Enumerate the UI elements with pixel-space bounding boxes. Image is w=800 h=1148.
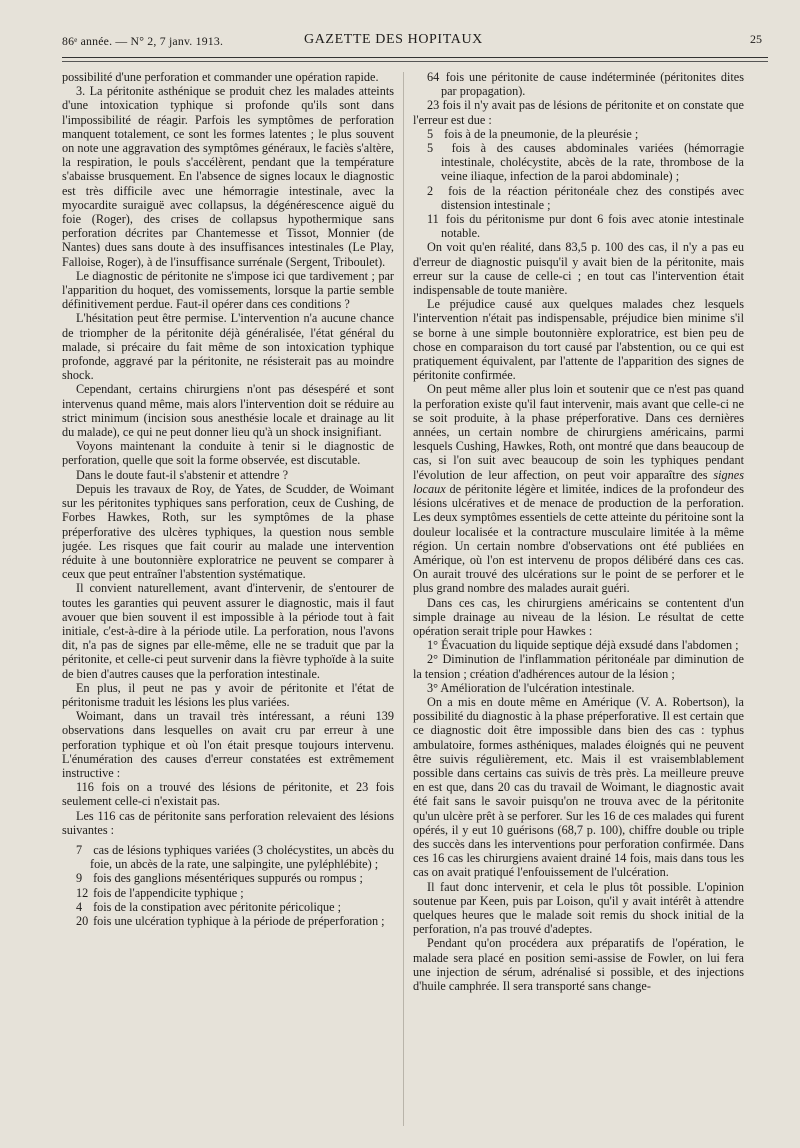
journal-title: GAZETTE DES HOPITAUX <box>304 32 483 47</box>
paragraph: L'hésitation peut être permise. L'intervention n'a aucune chance de triompher de la péritonite déjà généralisée, l'état général du malade, si précaire du fait même de son intoxication typhique profonde, aggravé par la péritonite, ne résisterait pas au moindre shock. <box>62 311 394 383</box>
text-run: On peut même aller plus loin et soutenir que ce n'est pas quand la perforation existe qu'il faut intervenir, mais avant que celle-ci ne se soit produite, à la phase préperforative. Dans ces dernières années, un certain nombre de chirurgiens américains, parmi lesquels Cushing, Hawkes, Roth, ont montré que dans beaucoup de cas, si l'on suit avec beaucoup de soin les typhiques pendant l'évolution de leur affection, on peut voir apparaître des <box>413 382 744 482</box>
paragraph <box>413 382 744 595</box>
list-number: 7 <box>76 842 83 857</box>
list-text: fois des ganglions mésentériques suppurés ou rompus ; <box>93 871 363 886</box>
paragraph: Les 116 cas de péritonite sans perforation relevaient des lésions suivantes : <box>62 808 394 837</box>
list-item <box>413 184 744 212</box>
running-header <box>62 28 770 54</box>
list-number: 12 <box>76 885 89 900</box>
paragraph: Voyons maintenant la conduite à tenir si le diagnostic de perforation, quelle que soit la forme observée, est discutable. <box>62 439 394 468</box>
page-number: 25 <box>750 32 762 46</box>
list-item <box>62 843 394 871</box>
paragraph: On a mis en doute même en Amérique (V. A. Robertson), la possibilité du diagnostic à la phase préperforative. Il est certain que ce diagnostic doit être impossible dans bien des cas : typhus ambulatoire, formes asthéniques, malades éloignés qui ne peuvent être suivis régulièrement, etc. Mais il est vraisemblablement possible dans certains cas suivis de très près. La meilleure preuve en est que, dans 20 cas du travail de Woimant, le diagnostic avait été fait sans le savoir puisqu'on ne trouva avec de la péritonite qu'un ulcère prêt à se perforer. Sur les 16 de ces malades qui furent opérés, il y eut 10 guérisons (68,7 p. 100), chiffre double ou triple des succès dans les interventions pour perforation confirmée. Dans ces 16 cas les chirurgiens avaient drainé 14 fois, mais dans tous les cas on avait pratiqué l'enfouissement de l'ulcération. <box>413 694 744 880</box>
list-item <box>62 886 394 900</box>
paragraph: 23 fois il n'y avait pas de lésions de péritonite et on constate que l'erreur est due : <box>413 98 744 127</box>
paragraph: Depuis les travaux de Roy, de Yates, de Scudder, de Woimant sur les péritonites typhiques sans perforation, ceux de Cushing, de Forbes Hawkes, Roth, sur les symptômes de la phase préperforative des ulcères typhiques, la question nous semble jugée. Les risques que fait courir au malade une intervention réduite à une boutonnière exploratrice ne peuvent se comparer à ceux que peut entraîner l'abstention systématique. <box>62 481 394 582</box>
list-text: fois à de la pneumonie, de la pleurésie ; <box>444 126 639 141</box>
list-number: 9 <box>76 871 83 886</box>
paragraph: Dans ces cas, les chirurgiens américains se contentent d'un simple drainage au niveau de la lésion. Le résultat de cette opération serait triple pour Hawkes : <box>413 595 744 638</box>
header-rule-thick <box>62 57 768 58</box>
numbered-point: 2° Diminution de l'inflammation péritonéale par diminution de la tension ; création d'adhérences autour de la lésion ; <box>413 652 744 681</box>
list-item <box>413 212 744 240</box>
left-column <box>62 70 394 1130</box>
list-item <box>62 914 394 928</box>
paragraph: Woimant, dans un travail très intéressant, a réuni 139 observations dans lesquelles on avait cru par erreur à une perforation typhique et où l'on était presque toujours intervenu. L'énumération des causes d'erreur constatées est extrêmement instructive : <box>62 709 394 780</box>
list-number: 2 <box>427 183 434 198</box>
list-item <box>62 900 394 914</box>
list-item <box>413 70 744 98</box>
paragraph: possibilité d'une perforation et commander une opération rapide. <box>62 70 379 84</box>
list-number: 64 <box>427 70 440 84</box>
header-rule-thin <box>62 61 768 62</box>
list-number: 20 <box>76 913 89 928</box>
paragraph: Le diagnostic de péritonite ne s'impose ici que tardivement ; par l'apparition du hoquet, des vomissements, lorsque la partie semble définitivement perdue. Faut-il opérer dans ces conditions ? <box>62 268 394 312</box>
list-text: fois une péritonite de cause indéterminée (péritonites dites par propagation). <box>441 70 744 99</box>
paragraph: Le préjudice causé aux quelques malades chez lesquels l'intervention n'était pas indispensable, préjudice bien minime s'il se borne à une simple boutonnière exploratrice, est bien peu de chose en comparaison du tort causé par l'abstention, ou ce qui est pratiquement équivalent, par l'attente de l'apparition des signes de péritonite confirmée. <box>413 297 744 383</box>
list-text: fois de l'appendicite typhique ; <box>93 885 244 900</box>
paragraph: Dans le doute faut-il s'abstenir et attendre ? <box>76 467 289 482</box>
list-item <box>62 871 394 885</box>
paragraph: 116 fois on a trouvé des lésions de péritonite, et 23 fois seulement celle-ci n'existait pas. <box>62 780 394 809</box>
list-item <box>413 141 744 184</box>
paragraph: 3. La péritonite asthénique se produit chez les malades atteints d'une intoxication typhique si profonde qu'ils sont dans l'impossibilité de réagir. Parfois les symptômes de perforation manquent totalement, ce sont les formes latentes ; le plus souvent on note une aggravation des symptômes généraux, le faciès s'altère, la respiration, le pouls s'accélèrent, pendant que la température s'abaisse brusquement. En l'absence de signes locaux le diagnostic est très difficile avec une hémorragie intestinale, avec la myocardite suraiguë avec collapsus, la dégénérescence aiguë du foie (Roger), des crises de collapsus hypothermique sans perforation décrites par Chantemesse et Tissot, Monnier (de Nantes) dues sans doute à des insuffisances intestinales (Le Play, Falloise, Roger), à de l'insuffisance surrénale (Sergent, Triboulet). <box>62 84 394 269</box>
list-text: fois de la réaction péritonéale chez des constipés avec distension intestinale ; <box>441 183 744 212</box>
paragraph: Il faut donc intervenir, et cela le plus tôt possible. L'opinion soutenue par Keen, puis par Loison, qu'il y avait intérêt à attendre quelques heures que le malade soit remis du shock initial de la perforation, n'a pas trouvé d'adeptes. <box>413 879 744 937</box>
list-text: cas de lésions typhiques variées (3 cholécystites, un abcès du foie, un abcès de la rate, une salpingite, une pyléphlébite) ; <box>90 842 394 872</box>
list-number: 5 <box>427 126 434 141</box>
right-column <box>413 70 744 1130</box>
list-text: fois une ulcération typhique à la période de préperforation ; <box>93 913 385 928</box>
list-text: fois à des causes abdominales variées (hémorragie intestinale, cholécystite, abcès de la rate, thrombose de la veine iliaque, infection de la paroi abdominale) ; <box>441 141 744 184</box>
list-number: 5 <box>427 141 434 156</box>
list-number: 4 <box>76 899 83 914</box>
issue-line: 86ᵉ année. — N° 2, 7 janv. 1913. <box>62 34 224 48</box>
list-item <box>413 127 744 141</box>
paragraph: Pendant qu'on procédera aux préparatifs de l'opération, le malade sera placé en position semi-assise de Fowler, on lui fera une injection de sérum, adrénalisé si possible, et des injections d'huile camphrée. Il sera transporté sans change- <box>413 936 744 993</box>
list-text: fois du péritonisme pur dont 6 fois avec atonie intestinale notable. <box>441 212 744 241</box>
paragraph: Il convient naturellement, avant d'intervenir, de s'entourer de toutes les garanties qui peuvent assurer le diagnostic, mais il faut avouer que bien souvent il est impossible à la période tout à fait initiale, c'est-à-dire à la période utile. La perforation, nous l'avons dit, n'a pas de signes par elle-même, elle ne se traduit que par la péritonite, et celle-ci peut survenir dans la fièvre typhoïde à la suite de bien d'autres causes que la perforation intestinale. <box>62 581 394 681</box>
paragraph: Cependant, certains chirurgiens n'ont pas désespéré et sont intervenus quand même, mais alors l'intervention doit se réduire au strict minimum (incision sous anesthésie locale et drainage au lit du malade), ce qui ne peut donner lieu qu'à un shock insignifiant. <box>62 382 394 440</box>
paragraph: On voit qu'en réalité, dans 83,5 p. 100 des cas, il n'y a pas eu d'erreur de diagnostic puisqu'il y avait bien de la péritonite, mais erreur sur la cause de celle-ci ; en tout cas l'intervention était indispensable de toute manière. <box>413 240 744 298</box>
italic-text: signes locaux <box>413 467 744 496</box>
numbered-point: 1° Évacuation du liquide septique déjà exsudé dans l'abdomen ; <box>427 638 739 653</box>
numbered-point: 3° Amélioration de l'ulcération intestinale. <box>427 680 635 695</box>
paragraph: En plus, il peut ne pas y avoir de péritonite et l'état de péritonisme traduit les lésions les plus variées. <box>62 680 394 709</box>
list-text: fois de la constipation avec péritonite péricolique ; <box>93 899 342 914</box>
column-divider <box>403 72 404 1126</box>
text-run: de péritonite légère et limitée, indices de la profondeur des lésions ulcératives et de menace de production de la perforation. Les deux symptômes essentiels de cette atteinte du péritoine sont la douleur localisée et la contracture musculaire limitée à la même région. Un certain nombre d'observations ont été publiées en Amérique, où l'on est intervenu de propos délibéré dans ces cas. On aurait trouvé des ulcérations sur le point de se perforer et le plus grand nombre des malades aurait guéri. <box>413 481 744 596</box>
list-number: 11 <box>427 212 439 227</box>
